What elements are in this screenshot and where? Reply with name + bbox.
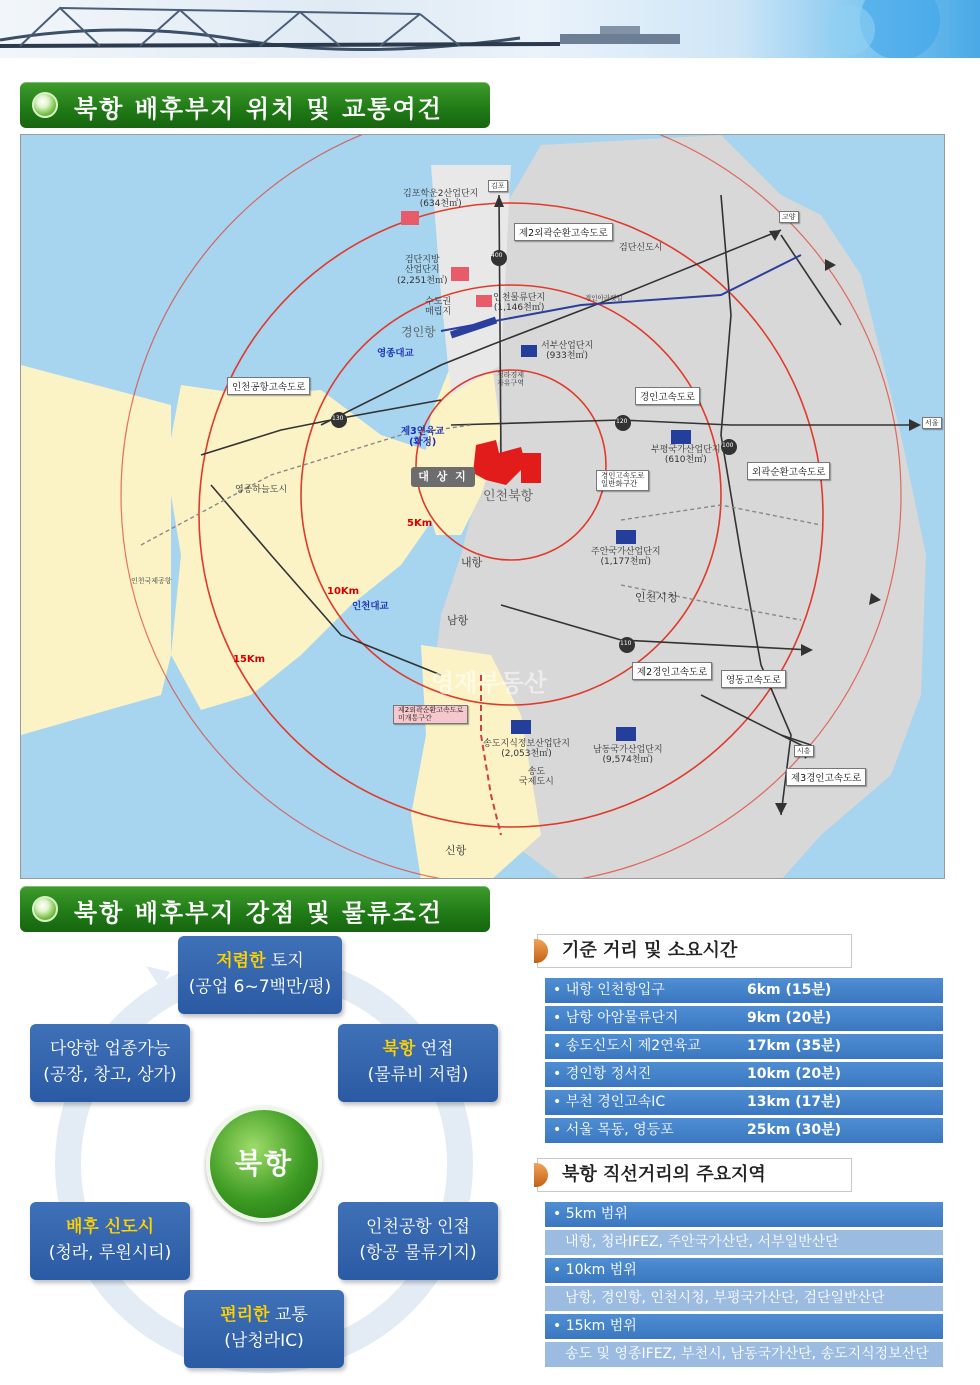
map-label-geomdan-city: 검단신도시 xyxy=(619,243,663,253)
map-label-yeongjong-city: 영종하늘도시 xyxy=(235,485,288,495)
map-label-siheung-dir: 시흥 xyxy=(794,745,814,757)
road-label-gyeongin2: 제2경인고속도로 xyxy=(632,662,712,680)
west-island xyxy=(21,365,171,735)
region-range-row: • 5km 범위 xyxy=(545,1202,943,1227)
distance-row: • 서울 목동, 영등포 25km (30분) xyxy=(545,1118,943,1143)
map-label-city-hall: 인천시청 xyxy=(635,591,678,604)
region-range-row: • 10km 범위 xyxy=(545,1258,943,1283)
node-various-business: 다양한 업종가능 (공장, 창고, 상가) xyxy=(30,1024,190,1102)
strength-section-header xyxy=(20,886,490,932)
distance-row: • 송도신도시 제2연육교 17km (35분) xyxy=(545,1034,943,1059)
node-new-town: 배후 신도시 (청라, 루원시티) xyxy=(30,1202,190,1280)
map-label-gimpo-dir: 김포 xyxy=(488,180,508,192)
location-section-title: 북항 배후부지 위치 및 교통여건 xyxy=(74,95,443,123)
map-label-gyeongin-general: 경인고속도로 일반화구간 xyxy=(596,470,649,491)
node-port-adjacent: 북항 연접 (물류비 저렴) xyxy=(338,1024,498,1102)
green-bullet-icon xyxy=(32,896,58,922)
shield-400: 400 xyxy=(491,252,503,259)
bridge-label-third-status: (확정) xyxy=(409,436,437,448)
map-label-namhang: 남항 xyxy=(447,614,469,627)
map-label-gimpo: 김포학운2산업단지 (634천㎡) xyxy=(403,189,479,210)
map-label-unfinished: 제2외곽순환고속도로 미개통구간 xyxy=(393,705,468,724)
distance-row: • 경인항 정서진 10km (20분) xyxy=(545,1062,943,1087)
distance-header xyxy=(537,934,852,968)
bridge-label-third-name: 제3연육교 xyxy=(401,426,445,437)
orange-tab-icon xyxy=(534,939,548,963)
strength-cycle-diagram xyxy=(20,930,520,1375)
yeongjong-island xyxy=(166,385,441,710)
strength-section-title: 북항 배후부지 강점 및 물류조건 xyxy=(74,899,443,927)
map-label-bupyeong: 부평국가산업단지 (610천㎡) xyxy=(651,445,721,466)
ring-label-15km: 15Km xyxy=(233,654,266,665)
regions-title: 북항 직선거리의 주요지역 xyxy=(562,1164,766,1185)
region-items-row: 송도 및 영종IFEZ, 부천시, 남동국가산단, 송도지식정보산단 xyxy=(545,1342,943,1367)
green-bullet-icon xyxy=(32,92,58,118)
ring-label-10km: 10Km xyxy=(327,586,360,597)
map-label-songdo-city: 송도 국제도시 xyxy=(519,767,554,788)
map-label-landfill: 수도권 매립지 xyxy=(425,297,452,318)
regions-header xyxy=(537,1158,852,1192)
road-label-gyeongin3: 제3경인고속도로 xyxy=(786,768,866,786)
bridge-label-incheon: 인천대교 xyxy=(352,601,389,612)
distance-row: • 내항 인천항입구 6km (15분) xyxy=(545,978,943,1003)
orange-tab-icon xyxy=(534,1163,548,1187)
map-label-songdo-ind: 송도지식정보산업단지 (2,053천㎡) xyxy=(483,739,570,760)
map-label-seoul-dir: 서울 xyxy=(922,417,942,429)
bridge-label-yeongjong: 영종대교 xyxy=(377,348,414,359)
road-label-yeongdong: 영동고속도로 xyxy=(721,670,786,688)
target-site-label: 대 상 지 xyxy=(411,467,475,487)
top-banner xyxy=(0,0,980,58)
distance-title: 기준 거리 및 소요시간 xyxy=(562,940,738,961)
map-label-logistics: 인천물류단지 (1,146천㎡) xyxy=(493,293,546,314)
node-airport-adjacent: 인천공항 인접 (항공 물류기지) xyxy=(338,1202,498,1280)
shield-130: 130 xyxy=(332,415,344,422)
region-items-row: 남항, 경인항, 인천시청, 부평국가산단, 검단일반산단 xyxy=(545,1286,943,1311)
bridge-banner-illustration xyxy=(0,0,980,58)
location-section-header xyxy=(20,82,490,128)
distance-row: • 부천 경인고속IC 13km (17분) xyxy=(545,1090,943,1115)
map-label-gyeongin-port: 경인항 xyxy=(401,325,436,339)
map-label-ara: 경인아라뱃길 xyxy=(585,294,623,302)
shield-110: 110 xyxy=(620,640,632,647)
map-label-cheongna: 청라경제 자유구역 xyxy=(497,371,525,388)
map-label-goyang-dir: 고양 xyxy=(779,211,799,223)
road-label-outer-ring: 외곽순환고속도로 xyxy=(747,462,830,480)
road-label-airport-hwy: 인천공항고속도로 xyxy=(227,377,310,395)
map-label-sinhang: 신항 xyxy=(445,844,467,857)
map-label-airport: 인천국제공항 xyxy=(131,577,172,585)
region-items-row: 내항, 청라IFEZ, 주안국가산단, 서부일반산단 xyxy=(545,1230,943,1255)
map-watermark: 영재부동산 xyxy=(431,669,547,697)
road-label-gyeongin: 경인고속도로 xyxy=(635,387,700,405)
center-bukhang: 북항 xyxy=(206,1106,322,1222)
road-label-outer2: 제2외곽순환고속도로 xyxy=(514,223,613,241)
map-label-juan: 주안국가산업단지 (1,177천㎡) xyxy=(591,547,661,568)
port-label: 인천북항 xyxy=(483,489,534,504)
map-label-geomdan-ind: 검단지방 산업단지 (2,251천㎡) xyxy=(397,255,448,286)
map-label-namdong: 남동국가산업단지 (9,574천㎡) xyxy=(593,745,663,766)
node-convenient-traffic: 편리한 교통 (남청라IC) xyxy=(184,1290,344,1368)
shield-100: 100 xyxy=(722,442,734,449)
target-site-block xyxy=(521,453,541,483)
map-label-seobu: 서부산업단지 (933천㎡) xyxy=(541,341,594,362)
node-cheap-land: 저렴한 토지 (공업 6~7백만/평) xyxy=(178,936,342,1014)
map-label-naehang: 내항 xyxy=(461,556,483,569)
region-range-row: • 15km 범위 xyxy=(545,1314,943,1339)
shield-120: 120 xyxy=(616,418,628,425)
distance-row: • 남항 아암물류단지 9km (20분) xyxy=(545,1006,943,1031)
location-map xyxy=(20,134,945,879)
bridge-label-third xyxy=(401,427,444,449)
ring-label-5km: 5Km xyxy=(407,518,433,529)
